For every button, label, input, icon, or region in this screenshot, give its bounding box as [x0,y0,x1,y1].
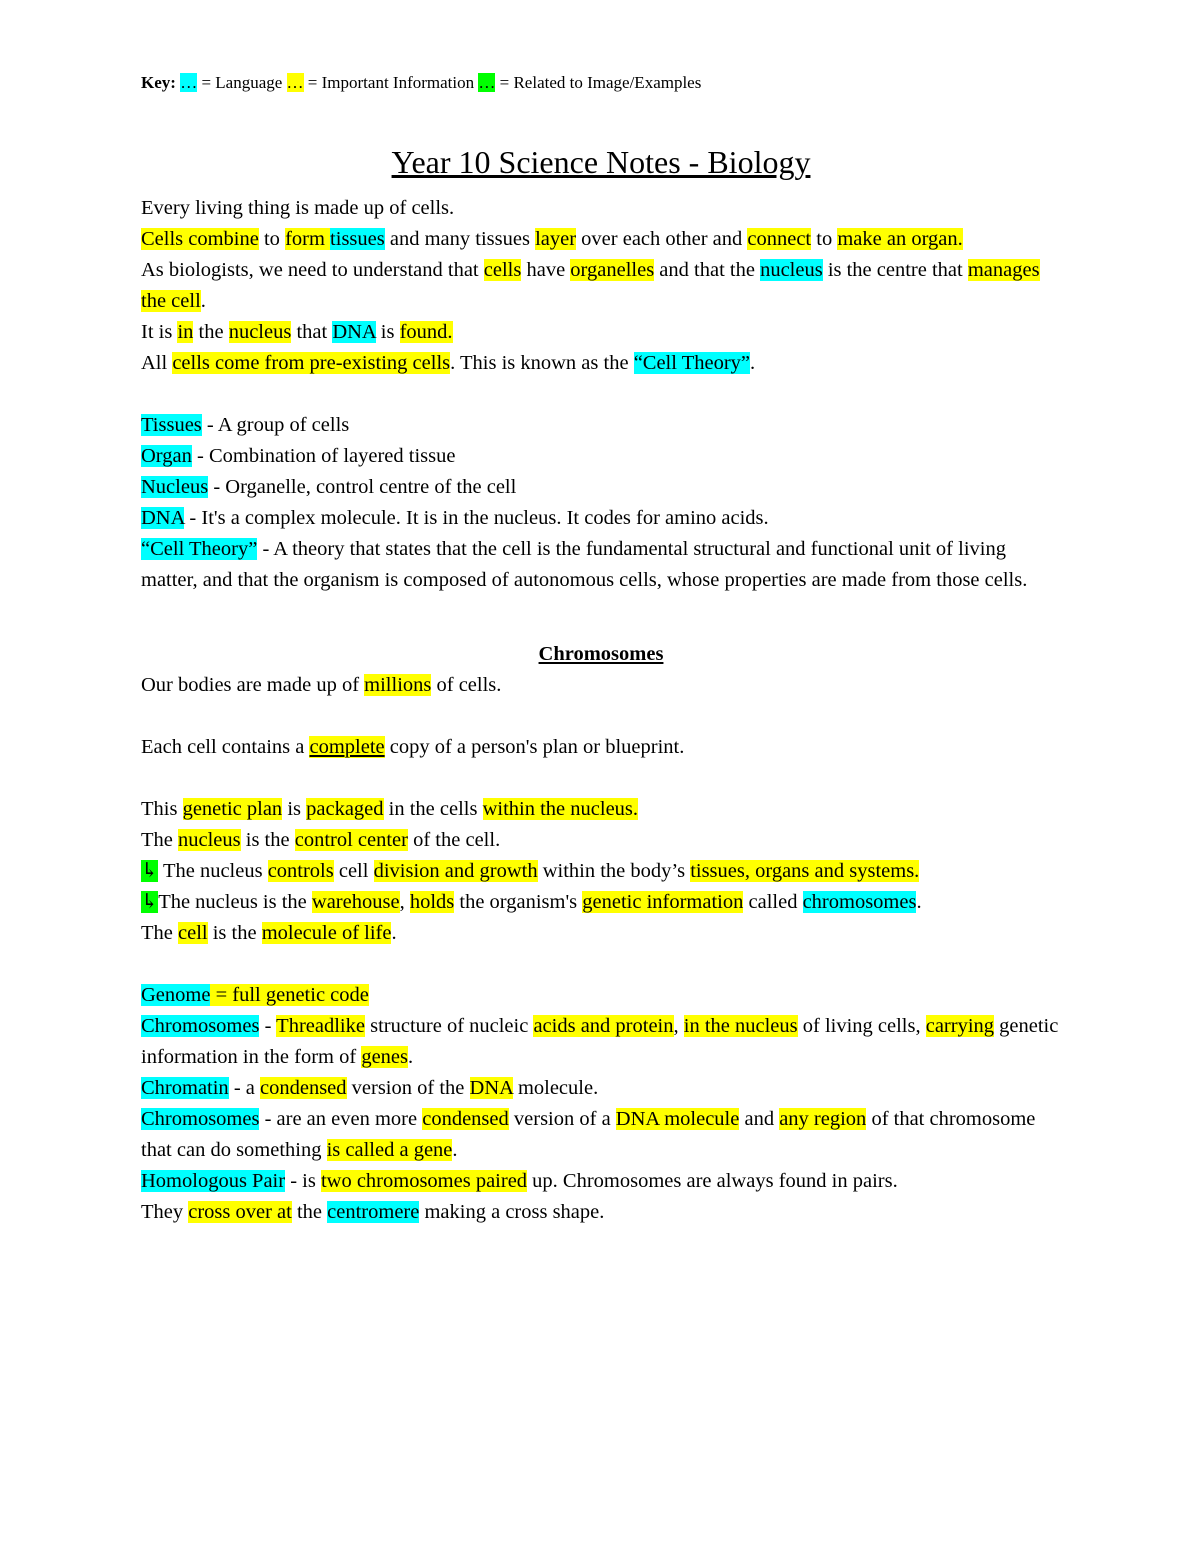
paragraph: It is in the nucleus that DNA is found. [141,321,453,343]
paragraph: They cross over at the centromere making a cross shape. [141,1201,605,1223]
related-swatch: … [478,73,496,92]
definition: Homologous Pair - is two chromosomes paired up. Chromosomes are always found in pairs. [141,1170,898,1192]
definition: Chromosomes - are an even more condensed version of a DNA molecule and any region of that chromosome that can do something is called a gene. [141,1108,1036,1161]
paragraph: Every living thing is made up of cells. [141,197,455,219]
key-related-text: = Related to Image/Examples [495,73,702,92]
definition: Tissues - A group of cells [141,414,350,436]
definition: Genome = full genetic code [141,984,369,1006]
arrow-icon: ↳ [141,860,159,882]
paragraph: Our bodies are made up of millions of cells. [141,674,502,696]
key-language-text: = Language [197,73,287,92]
paragraph: Cells combine to form tissues and many tissues layer over each other and connect to make an organ. [141,228,963,250]
paragraph: ↳The nucleus is the warehouse, holds the organism's genetic information called chromosomes. [141,891,922,913]
definition: DNA - It's a complex molecule. It is in the nucleus. It codes for amino acids. [141,507,769,529]
important-swatch: … [286,73,304,92]
section-heading: Chromosomes [538,643,664,665]
key-important-text: = Important Information [303,73,479,92]
paragraph: Each cell contains a complete copy of a person's plan or blueprint. [141,736,685,758]
definition: Organ - Combination of layered tissue [141,445,456,467]
definition: Chromatin - a condensed version of the DNA molecule. [141,1077,599,1099]
key-label: Key: [141,73,176,92]
definition: Chromosomes - Threadlike structure of nucleic acids and protein, in the nucleus of living cells, carrying genetic information in the form of genes. [141,1015,1059,1068]
document-body [141,193,1061,1228]
arrow-icon: ↳ [141,891,159,913]
paragraph: The cell is the molecule of life. [141,922,397,944]
definition: Nucleus - Organelle, control centre of the cell [141,476,517,498]
paragraph: The nucleus is the control center of the cell. [141,829,501,851]
paragraph: All cells come from pre-existing cells. This is known as the “Cell Theory”. [141,352,756,374]
language-swatch: … [180,73,198,92]
definition: “Cell Theory” - A theory that states that the cell is the fundamental structural and functional unit of living matter, and that the organism is composed of autonomous cells, whose properties are made from those cells. [141,538,1028,591]
paragraph: ↳ The nucleus controls cell division and growth within the body’s tissues, organs and systems. [141,860,920,882]
paragraph: This genetic plan is packaged in the cells within the nucleus. [141,798,639,820]
page-title: Year 10 Science Notes - Biology [391,144,811,180]
highlight-key [141,72,701,94]
paragraph: As biologists, we need to understand that cells have organelles and that the nucleus is the centre that manages the cell. [141,259,1040,312]
